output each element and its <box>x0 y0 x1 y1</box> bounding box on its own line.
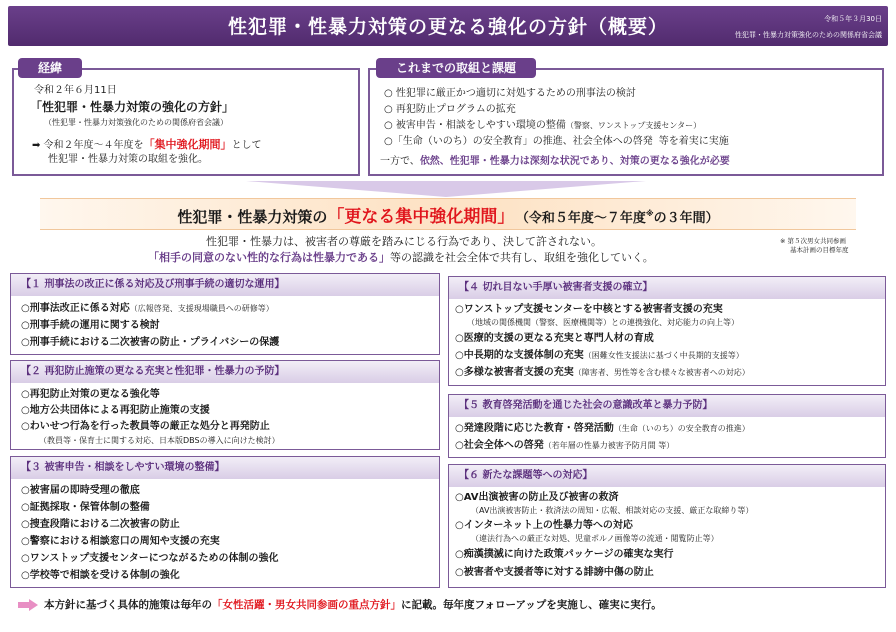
past-item-3-main: ○ 被害申告・相談をしやすい環境の整備 <box>384 120 566 131</box>
section-6-item-1: ○AV出演被害の防止及び被害の救済 <box>455 492 619 503</box>
background-policy: 「性犯罪・性暴力対策の強化の方針」 <box>30 100 235 114</box>
publication-date: 令和５年３月30日 <box>824 15 882 23</box>
section-3-item-5: ○ワンストップ支援センターにつながるための体制の強化 <box>21 553 279 564</box>
past-item-4-tail: 等を着実に実施 <box>658 136 729 147</box>
past-item-1: ○ 性犯罪に厳正かつ適切に対処するための刑事法の検討 <box>384 88 636 99</box>
background-label: 経緯 <box>18 58 82 78</box>
background-org: （性犯罪・性暴力対策強化のための関係府省会議） <box>44 118 228 127</box>
section-6-item-1-note: （AV出演被害防止・救済法の周知・広報、相談対応の支援、厳正な取締り等） <box>471 506 754 515</box>
section-5-item-1-main: ○発達段階に応じた教育・啓発活動 <box>455 423 614 434</box>
intro-note-1: ※ 第５次男女共同参画 <box>780 237 847 245</box>
section-6-item-2-note: （違法行為への厳正な対処、児童ポルノ画像等の流通・閲覧防止等） <box>471 534 719 543</box>
section-4-item-1: ○ワンストップ支援センターを中核とする被害者支援の充実 <box>455 304 723 315</box>
section-6-item-2: ○インターネット上の性暴力等への対応 <box>455 520 633 531</box>
section-2-subnote: （教員等・保育士に関する対応、日本版DBSの導入に向けた検討） <box>39 436 280 445</box>
section-4-item-4-main: ○多様な被害者支援の充実 <box>455 367 574 378</box>
section-5-item-2-main: ○社会全体への啓発 <box>455 440 544 451</box>
section-2-item-3: ○わいせつ行為を行った教員等の厳正な処分と再発防止 <box>21 421 270 432</box>
section-1 <box>10 273 440 355</box>
period-post: として <box>231 140 262 151</box>
section-6-item-3: ○痴漢撲滅に向けた政策パッケージの確実な実行 <box>455 549 674 560</box>
intro-line-2 <box>148 251 654 265</box>
section-1-item-1-note: （広報啓発、支援現場職員への研修等） <box>129 304 274 313</box>
section-1-title: 【１ 刑事法の改正に係る対応及び刑事手続の適切な運用】 <box>11 274 439 296</box>
footer-text <box>44 598 662 612</box>
main-banner <box>40 198 856 230</box>
banner-post2: の３年間） <box>653 211 719 226</box>
intro-line-2-bold: 「相手の同意のない性的な行為は性暴力である」 <box>148 251 390 264</box>
banner-sup: ※ <box>645 209 654 218</box>
section-1-item-3: ○刑事手続における二次被害の防止・プライバシーの保護 <box>21 337 280 348</box>
section-3 <box>10 456 440 588</box>
background-date: 令和２年６月11日 <box>34 85 117 96</box>
section-1-item-2: ○刑事手続の運用に関する検討 <box>21 320 160 331</box>
section-6-item-4: ○被害者や支援者等に対する誹謗中傷の防止 <box>455 567 654 578</box>
past-item-4-main: ○「生命（いのち）の安全教育」の推進、社会全体への啓発 <box>384 136 653 147</box>
section-3-item-4: ○警察における相談窓口の周知や支援の充実 <box>21 536 220 547</box>
section-6 <box>448 464 886 588</box>
section-5-item-2 <box>455 439 674 453</box>
section-3-item-3: ○捜査段階における二次被害の防止 <box>21 519 180 530</box>
banner-post: （令和５年度～７年度 <box>522 211 646 226</box>
intro-line-1: 性犯罪・性暴力は、被害者の尊厳を踏みにじる行為であり、決して許されない。 <box>206 235 602 248</box>
section-5-item-1-note: （生命（いのち）の安全教育の推進） <box>613 424 750 433</box>
past-item-3-note: （警察、ワンストップ支援センター） <box>565 121 702 130</box>
past-item-2: ○ 再犯防止プログラムの拡充 <box>384 104 516 115</box>
right-arrow-icon <box>18 599 38 611</box>
section-2-item-1: ○再犯防止対策の更なる強化等 <box>21 389 160 400</box>
past-item-3 <box>384 119 701 133</box>
intro-note-2: 基本計画の目標年度 <box>790 246 849 254</box>
conclusion-bold: 依然、性犯罪・性暴力は深刻な状況であり、対策の更なる強化が必要 <box>419 156 730 167</box>
section-4-item-3-note: （困難女性支援法に基づく中長期的支援等） <box>583 351 744 360</box>
footer-post: に記載。毎年度フォローアップを実施し、確実に実行。 <box>401 599 662 611</box>
section-4-item-3 <box>455 349 744 363</box>
period-red: 「集中強化期間」 <box>143 138 232 151</box>
past-efforts-label: これまでの取組と課題 <box>376 58 536 78</box>
banner-text <box>177 208 718 226</box>
title-bar <box>8 6 888 46</box>
section-3-item-6: ○学校等で相談を受ける体制の強化 <box>21 570 180 581</box>
conclusion-pre: 一方で、 <box>380 156 420 167</box>
section-6-title: 【６ 新たな課題等への対応】 <box>449 465 885 487</box>
section-4-item-1-note: （地域の関係機関（警察、医療機関等）との連携強化、対応能力の向上等） <box>467 318 739 327</box>
past-item-4 <box>384 135 729 149</box>
footer-pre: 本方針に基づく具体的施策は毎年の <box>44 599 212 611</box>
section-3-item-1: ○被害届の即時受理の徹底 <box>21 485 140 496</box>
intro-line-2-post: 等の認識を社会全体で共有し、取組を強化していく。 <box>390 251 654 264</box>
section-2-title: 【２ 再犯防止施策の更なる充実と性犯罪・性暴力の予防】 <box>11 361 439 383</box>
section-1-item-1-main: ○刑事法改正に係る対応 <box>21 303 130 314</box>
section-3-title: 【３ 被害申告・相談をしやすい環境の整備】 <box>11 457 439 479</box>
section-2-item-2: ○地方公共団体による再犯防止施策の支援 <box>21 405 210 416</box>
down-arrow-icon <box>246 181 646 197</box>
page-title: 性犯罪・性暴力対策の更なる強化の方針（概要） <box>227 16 668 38</box>
section-1-item-1 <box>21 302 274 316</box>
section-4 <box>448 276 886 386</box>
section-5-item-1 <box>455 422 750 436</box>
section-4-item-3-main: ○中長期的な支援体制の充実 <box>455 350 584 361</box>
banner-pre: 性犯罪・性暴力対策の <box>177 208 328 226</box>
section-4-item-4-note: （障害者、男性等を含む様々な被害者への対応） <box>573 368 750 377</box>
section-2 <box>10 360 440 450</box>
publishing-org: 性犯罪・性暴力対策強化のための関係府省会議 <box>735 31 882 39</box>
past-conclusion <box>380 155 730 169</box>
section-5 <box>448 394 886 458</box>
section-5-item-2-note: （若年層の性暴力被害予防月間 等） <box>543 441 675 450</box>
period-pre: ➡ 令和２年度～４年度を <box>32 140 144 151</box>
section-5-title: 【５ 教育啓発活動を通じた社会の意識改革と暴力予防】 <box>449 395 885 417</box>
background-line3: 性犯罪・性暴力対策の取組を強化。 <box>48 154 208 165</box>
section-4-title: 【４ 切れ目ない手厚い被害者支援の確立】 <box>449 277 885 299</box>
footer-red: 「女性活躍・男女共同参画の重点方針」 <box>212 599 401 611</box>
section-3-item-2: ○証拠採取・保管体制の整備 <box>21 502 150 513</box>
background-period <box>32 138 262 153</box>
banner-red: 「更なる集中強化期間」 <box>327 207 515 227</box>
section-4-item-2: ○医療的支援の更なる充実と専門人材の育成 <box>455 333 654 344</box>
section-4-item-4 <box>455 366 750 380</box>
